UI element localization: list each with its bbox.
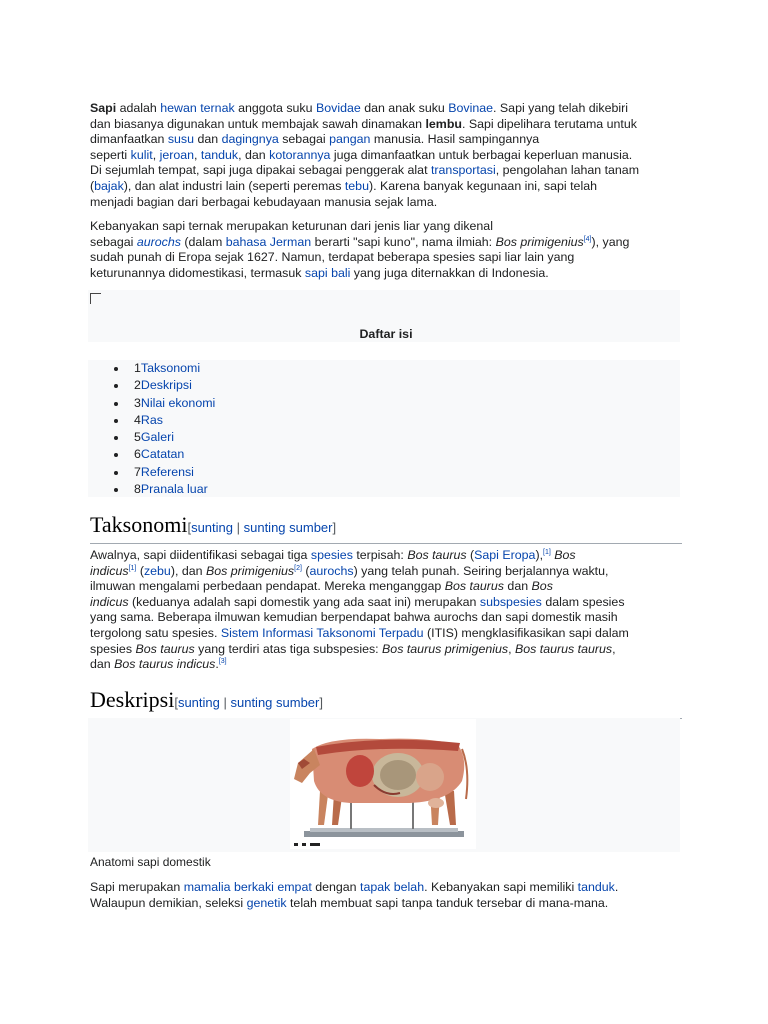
reference-link[interactable]: [1] — [543, 548, 551, 556]
text-run: terpisah: — [352, 548, 408, 562]
wiki-link[interactable]: aurochs — [136, 234, 181, 249]
wiki-link[interactable]: kotorannya — [269, 147, 331, 162]
edit-link[interactable]: sunting — [191, 520, 233, 535]
text-run: yang juga diternakkan di Indonesia. — [350, 265, 549, 280]
toc-item[interactable] — [114, 446, 215, 463]
toc-number: 7 — [134, 464, 141, 479]
wiki-link[interactable]: tanduk — [200, 147, 239, 162]
intro-paragraph-2 — [90, 219, 629, 281]
wiki-link[interactable]: Sapi Eropa — [474, 548, 536, 562]
text-run: Di sejumlah tempat, sapi juga dipakai sebagai penggerak alat — [90, 163, 431, 178]
toc-link[interactable]: Galeri — [140, 430, 174, 445]
toc-link[interactable]: Referensi — [140, 464, 194, 479]
wiki-link[interactable]: bajak — [94, 178, 124, 193]
toc-item[interactable] — [114, 377, 215, 394]
text-run: ( — [301, 563, 310, 578]
wiki-link[interactable]: transportasi — [430, 163, 496, 178]
text-run: ). Karena banyak kegunaan ini, sapi telah — [368, 178, 597, 193]
heading-text: Deskripsi — [90, 687, 175, 712]
toc-item[interactable] — [114, 429, 215, 446]
text-run: (ITIS) mengklasifikasikan sapi dalam — [423, 625, 629, 640]
text-run: ) yang telah punah. Seiring berjalannya waktu, — [353, 563, 609, 578]
toc-item[interactable] — [114, 360, 215, 377]
text-run: sebagai — [278, 132, 330, 147]
wiki-link[interactable]: pangan — [329, 132, 371, 147]
text-run: Kebanyakan sapi ternak merupakan keturunan dari jenis liar yang dikenal — [90, 219, 493, 233]
italic-text: Bos taurus taurus — [514, 641, 613, 656]
intro-paragraph-1 — [90, 101, 639, 210]
text-run: adalah — [116, 101, 161, 115]
text-run: Awalnya, sapi diidentifikasi sebagai tiga — [90, 548, 311, 562]
text-run: berarti "sapi kuno", nama ilmiah: — [311, 234, 496, 249]
text-run: dan — [194, 132, 222, 147]
toc-number: 4 — [134, 412, 141, 427]
toc-link[interactable]: Nilai ekonomi — [140, 395, 216, 410]
text-run: dengan — [311, 880, 361, 894]
text-run: ilmuwan mengalami perbedaan pendapat. Mereka menganggap — [90, 579, 445, 594]
wiki-link[interactable]: hewan ternak — [160, 101, 235, 115]
toc-number: 8 — [134, 482, 141, 497]
text-run: sebagai — [90, 234, 137, 249]
italic-text: Bos taurus — [135, 641, 195, 656]
bold-text: lembu — [425, 116, 462, 131]
heading-text: Taksonomi — [90, 512, 188, 537]
italic-text: Bos — [531, 579, 553, 594]
text-run: Sapi merupakan — [90, 880, 184, 894]
bracket-open: [ — [187, 520, 192, 535]
edit-separator: | — [233, 520, 244, 535]
reference-link[interactable]: [3] — [218, 658, 227, 666]
heading-taksonomi — [90, 511, 682, 544]
toc-item[interactable] — [114, 395, 215, 412]
text-run: , — [508, 641, 515, 656]
toc-title: Daftar isi — [359, 327, 413, 341]
text-run: menjadi bagian dari berbagai kebudayaan manusia sejak lama. — [90, 194, 438, 209]
italic-text: Bos primigenius — [205, 563, 295, 578]
text-run: Walaupun demikian, seleksi — [90, 895, 247, 910]
toc-link[interactable]: Catatan — [140, 447, 185, 462]
wiki-link[interactable]: Bovinae — [448, 101, 494, 115]
edit-separator: | — [219, 695, 231, 710]
text-run: spesies — [90, 641, 136, 656]
text-run: anggota suku — [234, 101, 316, 115]
text-run: yang sama. Beberapa ilmuwan kemudian berpendapat bahwa aurochs dan sapi domestik masih — [90, 610, 618, 625]
taksonomi-paragraph — [90, 548, 629, 673]
italic-text: Bos taurus indicus — [114, 657, 216, 672]
wiki-link[interactable]: sapi bali — [304, 265, 351, 280]
wiki-link[interactable]: genetik — [246, 895, 287, 910]
edit-source-link[interactable]: sunting sumber — [230, 695, 320, 710]
edit-link[interactable]: sunting — [177, 695, 220, 710]
italic-text: Bos taurus primigenius — [382, 641, 509, 656]
text-run: ( — [90, 178, 95, 193]
text-run: . Sapi dipelihara terutama untuk — [461, 116, 637, 131]
toc-link[interactable]: Pranala luar — [140, 482, 208, 497]
edit-section-links — [187, 520, 336, 535]
table-of-contents — [88, 360, 680, 497]
wiki-link[interactable]: zebu — [143, 563, 171, 578]
wiki-link[interactable]: aurochs — [309, 563, 354, 578]
toc-item[interactable] — [114, 481, 215, 498]
toc-link[interactable]: Taksonomi — [140, 361, 201, 375]
toc-item[interactable] — [114, 412, 215, 429]
text-run: yang terdiri atas tiga subspesies: — [194, 641, 383, 656]
figure-box — [88, 718, 680, 852]
wiki-link[interactable]: tanduk — [577, 880, 615, 894]
bracket-close: ] — [319, 695, 323, 710]
toc-link[interactable]: Ras — [140, 412, 163, 427]
text-run: dan — [503, 579, 532, 594]
text-run: ), yang — [591, 234, 630, 249]
wiki-link[interactable]: jeroan — [159, 147, 195, 162]
text-run: manusia. Hasil sampingannya — [370, 132, 540, 147]
wiki-link[interactable]: subspesies — [479, 594, 542, 609]
text-run: . Sapi yang telah dikebiri — [493, 101, 629, 115]
wiki-link[interactable]: spesies — [310, 548, 353, 562]
wiki-link[interactable]: dagingnya — [221, 132, 279, 147]
text-run: tergolong satu spesies. — [90, 625, 221, 640]
text-run: (keduanya adalah sapi domestik yang ada saat ini) merupakan — [128, 594, 480, 609]
toc-link[interactable]: Deskripsi — [140, 378, 192, 393]
toc-number: 5 — [134, 430, 141, 445]
text-run: keturunannya didomestikasi, termasuk — [90, 265, 305, 280]
text-run: , — [612, 641, 616, 656]
italic-text: indicus — [90, 594, 129, 609]
text-run: dan anak suku — [360, 101, 449, 115]
text-run: , — [194, 147, 201, 162]
text-run: juga dimanfaatkan untuk berbagai keperluan manusia. — [330, 147, 633, 162]
text-run: sudah punah di Eropa sejak 1627. Namun, terdapat beberapa spesies sapi liar lain yang — [90, 250, 575, 265]
reference-link[interactable]: [4] — [583, 235, 592, 243]
wiki-link[interactable]: bahasa Jerman — [225, 234, 312, 249]
figure-caption: Anatomi sapi domestik — [90, 855, 211, 869]
text-run: , pengolahan lahan tanam — [495, 163, 640, 178]
text-run: , dan — [238, 147, 270, 162]
toc-number: 2 — [134, 378, 141, 393]
toc-number: 3 — [134, 395, 141, 410]
text-run: seperti — [90, 147, 131, 162]
bracket-close: ] — [332, 520, 337, 535]
text-run: dalam spesies — [541, 594, 625, 609]
text-run: . Kebanyakan sapi memiliki — [424, 880, 578, 894]
citation — [219, 658, 227, 665]
wiki-link[interactable]: mamalia berkaki empat — [183, 880, 312, 894]
deskripsi-paragraph — [90, 880, 618, 911]
italic-text: Bos taurus — [444, 579, 504, 594]
italic-text: Bos — [554, 548, 576, 562]
edit-source-link[interactable]: sunting sumber — [243, 520, 333, 535]
text-run: dimanfaatkan — [90, 132, 168, 147]
cow-anatomy-image[interactable] — [290, 719, 476, 849]
toc-number: 6 — [134, 447, 141, 462]
wiki-link[interactable]: susu — [167, 132, 195, 147]
text-run: dan — [90, 657, 115, 672]
italic-text: Bos taurus — [407, 548, 467, 562]
bracket-open: [ — [174, 695, 178, 710]
toc-list — [114, 360, 215, 498]
toc-toggle-checkbox-icon[interactable] — [90, 293, 101, 304]
wiki-link[interactable]: Sistem Informasi Taksonomi Terpadu — [220, 625, 424, 640]
text-run: ), dan alat industri lain (seperti peremas — [123, 178, 345, 193]
text-run: ), — [535, 548, 544, 562]
text-run: , — [152, 147, 160, 162]
wiki-link[interactable]: kulit — [130, 147, 153, 162]
text-run: telah membuat sapi tanpa tanduk tersebar di mana-mana. — [286, 895, 609, 910]
italic-text: indicus — [90, 563, 129, 578]
wiki-link[interactable]: tapak belah — [360, 880, 425, 894]
bold-text: Sapi — [90, 101, 117, 115]
text-run: . — [614, 880, 619, 894]
reference-link[interactable]: [2] — [294, 564, 302, 572]
text-run: (dalam — [180, 234, 226, 249]
text-run: . — [215, 657, 219, 672]
toc-item[interactable] — [114, 464, 215, 481]
citation — [543, 549, 551, 556]
reference-link[interactable]: [1] — [128, 564, 137, 572]
text-run: ( — [136, 563, 144, 578]
toc-number: 1 — [134, 361, 141, 375]
italic-text: Bos primigenius — [495, 234, 584, 249]
edit-section-links — [174, 695, 323, 710]
citation — [584, 235, 592, 242]
wiki-link[interactable]: tebu — [344, 178, 369, 193]
citation — [294, 564, 302, 571]
text-run: dan biasanya digunakan untuk membajak sawah dinamakan — [90, 116, 426, 131]
wiki-link[interactable]: Bovidae — [315, 101, 361, 115]
text-run: ), dan — [170, 563, 206, 578]
text-run: ( — [466, 548, 475, 562]
heading-deskripsi — [90, 686, 682, 719]
